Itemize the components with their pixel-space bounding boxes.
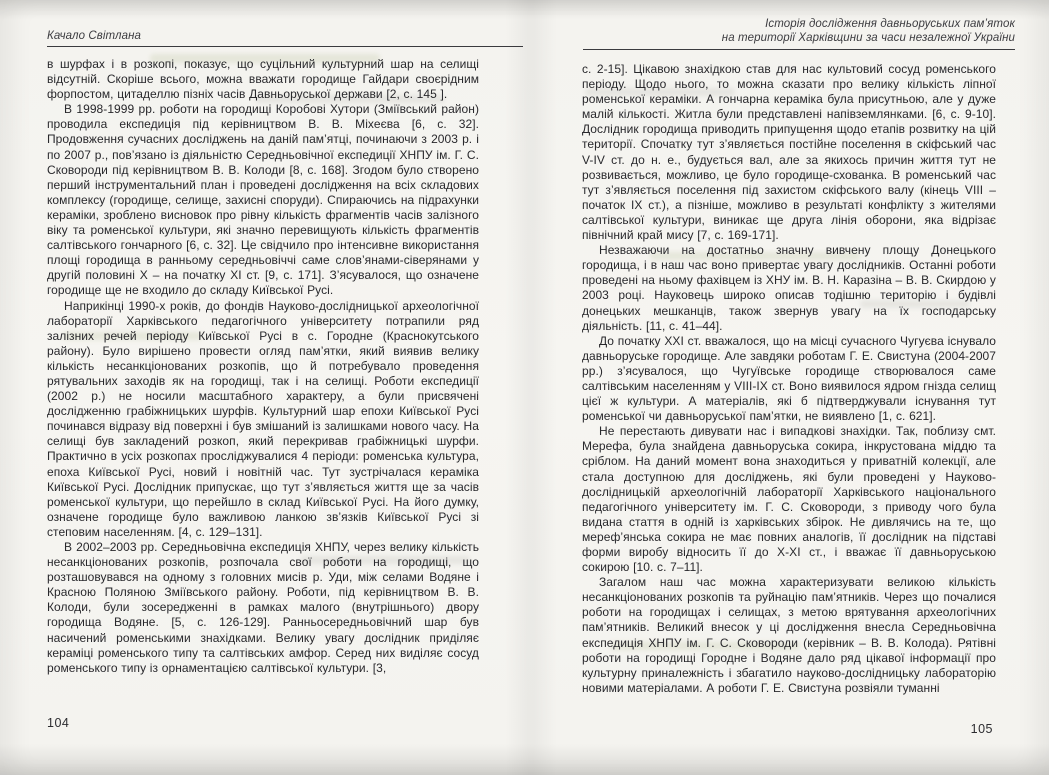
paragraph: Наприкінці 1990-х років, до фондів Науково-дослідницької археологічної лабораторії Харківського педагогічного університету потрапили ряд залізних речей періоду Київської Русі в с. Городне (Краснокутського району). Було вирішено провести огляд пам’ятки, який виявив велику кількість несанкціонованих розкопів, що й потребувало проведення рятувальних заходів як на городищі, так і на селищі. Роботи експедиції (2002 р.) не носили масштабного характеру, а були присвячені дослідженню грабіжницьких шурфів. Культурний шар епохи Київської Русі починався відразу від поверхні і був змішаний із залишками нового часу. На селищі був закладений розкоп, який перекривав грабіжницькі шурфи. Практично в усіх розкопах просліджувалися 4 періоди: роменська культура, епоха Київської Русі, новий і новітній час. Тут зустрічалася кераміка Київської Русі. Дослідник припускає, що тут з’являється життя ще за часів роменської культури, що перейшло в склад Київської Русі. На його думку, означене городище було важливою ланкою зв’язків Київської Русі зі степовим населенням. [4, с. 129–131]. [47, 298, 479, 539]
paragraph: В 2002–2003 рр. Середньовічна експедиція ХНПУ, через велику кількість несанкціонованих розкопів, розпочала свої роботи на городищі, що розташовувався на одному з головних мисів р. Уди, між селами Водяне і Красною Поляною Зміївського району. Роботи, під керівництвом В. В. Колоди, були зосередженні в рамках малого (внутрішнього) двору городища Водяне. [5, с. 126-129]. Ранньосередньовічний шар був насичений роменськими знахідками. Велику увагу дослідник приділяє кераміці роменського типу та салтівських амфор. Серед них виділяє сосуд роменського типу із орнаментацією салтівської культури. [3, [47, 540, 479, 675]
paragraph: Загалом наш час можна характеризувати великою кількість несанкціонованих розкопів та руйнацію пам’ятників. Через що почалися роботи на городищах і селищах, з метою врятування археологічних пам’ятників. Великий внесок у ці дослідження внесла Середньовічна експедиція ХНПУ ім. Г. С. Сковороди (керівник – В. В. Колода). Рятівні роботи на городищі Городне і Водяне дало ряд цікавої інформації про культурну приналежність і збагатило науково-дослідницьку лабораторію новими матеріалами. А роботи Г. Е. Свистуна розвіяли туманні [582, 575, 996, 695]
paragraph: в шурфах і в розкопі, показує, що суцільний культурний шар на селищі відсутній. Скоріше всього, можна вважати городище Гайдари своєрідним форпостом, цитаделлю пізніх часів Давньоруської держави [2, с. 145 ]. [47, 57, 479, 102]
header-rule-right [583, 49, 1015, 50]
page-body-left [47, 57, 479, 676]
page-number-left: 104 [47, 716, 70, 730]
paragraph: Незважаючи на достатньо значну вивчену площу Донецького городища, і в наш час воно привертає увагу дослідників. Останні роботи проведені на ньому фахівцем із ХНУ ім. В. Н. Каразіна – В. В. Скирдою у 2003 році. Науковець широко описав тодішню територію і будівлі донецьких мешканців, також звернув увагу на їх господарську діяльність. [11, с. 41–44]. [582, 243, 996, 333]
paragraph: До початку XXI ст. вважалося, що на місці сучасного Чугуєва існувало давньоруське городище. Але завдяки роботам Г. Е. Свистуна (2004-2007 рр.) з’ясувалося, що Чугуївське городище створювалося саме салтівським населенням у VIII-IX ст. Воно виявилося ядром гнізда селищ цієї ж культури. А матеріалів, які б підтверджували існування тут роменської чи давньоруської пам’ятки, не виявлено [1, с. 621]. [582, 333, 996, 424]
running-header-author: Качало Світлана [47, 30, 141, 42]
header-rule-left [47, 46, 523, 47]
running-header-title-line2: на території Харківщини за часи незалежної України [721, 31, 1015, 44]
page-number-right: 105 [970, 722, 993, 736]
paragraph: В 1998-1999 рр. роботи на городищі Коробові Хутори (Зміївський район) проводила експедиція під керівництвом В. В. Міхеєва [6, с. 32]. Продовження сучасних досліджень на даній пам’ятці, починаючи з 2003 р. і по 2007 р., пов’язано із діяльністю Середньовічної експедиції ХНПУ ім. Г. С. Сковороди під керівництвом В. В. Колоди [8, с. 168]. Згодом було створено перший інструментальний план і проведені дослідження на всіх складових комплексу (городище, селище, захисні споруди). Спираючись на підрахунки кераміки, зроблено висновок про рівну кількість фрагментів часів залізного віку та роменської культури, які значно перевищують кількість фрагментів салтівського гончарного [6, с. 32]. Це свідчило про інтенсивне використання площі городища в ранньому середньовіччі саме слов’янами-сіверянами у другій половині X – на початку XI ст. [9, с. 171]. З’ясувалося, що означене городище ще не входило до складу Київської Русі. [47, 102, 479, 298]
page-left [0, 0, 524, 775]
running-header-title-line1: Історія дослідження давньоруських пам’яток [765, 18, 1015, 30]
page-right [525, 0, 1049, 775]
running-header-title [575, 18, 1015, 45]
paragraph: с. 2-15]. Цікавою знахідкою став для нас культовий сосуд роменського періоду. Щодо нього, то можна сказати про велику кількість ліпної роменської кераміки. А гончарна кераміка була присутньою, але у дуже малій кількості. Житла були представлені напівземлянками. [6, с. 9-10]. Дослідник городища приводить припущення щодо етапів розвитку на цій території. Спочатку тут з’являється постійне поселення в скіфський час V-IV ст. до н. е., будується вал, але за якихось причин життя тут не розвивається, можливо, це було городище-схованка. В роменський час тут з’являється поселення під захистом скіфського валу (кінець VIII – початок IX ст.), а пізніше, можливо в результаті конфлікту з жителями салтівської культури, виникає ще друга лінія оборони, яка відрізає північний край мису [7, с. 169-171]. [582, 62, 996, 243]
page-body-right [582, 62, 996, 696]
paragraph: Не перестають дивувати нас і випадкові знахідки. Так, поблизу смт. Мерефа, була знайдена давньоруська сокира, інкрустована міддю та сріблом. На даний момент вона знаходиться у приватній колекції, але стала доступною для досліджень, які були проведені у Науково-дослідницькій археологічній лабораторії Харківського національного педагогічного університету ім. Г. С. Сковороди, з приводу чого була видана стаття в одній із харківських збірок. Не дивлячись на те, що мереф’янська сокира не має повних аналогів, її дослідник на підставі форми виробу відносить її до X-XI ст., і вважає її давньоруською сокирою [10. с. 7–11]. [582, 424, 996, 575]
